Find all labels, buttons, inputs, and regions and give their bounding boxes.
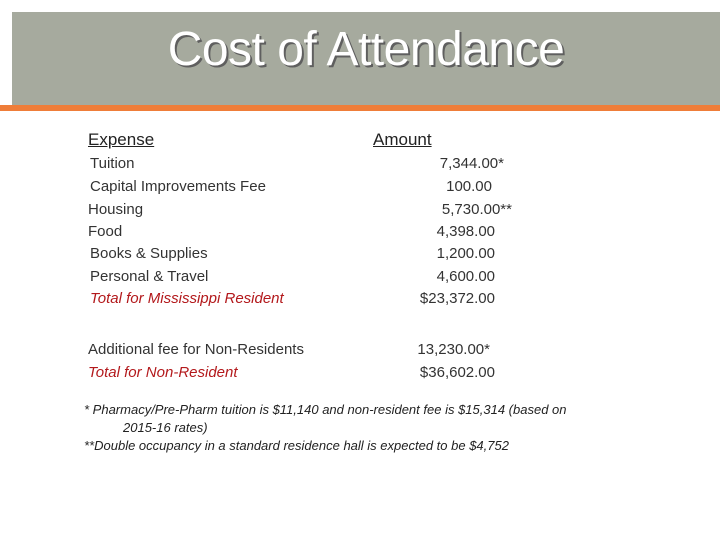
top-margin bbox=[0, 0, 720, 12]
resident-total-amount: $23,372.00 bbox=[419, 290, 495, 307]
resident-total-label: Total for Mississippi Resident bbox=[90, 290, 284, 307]
expense-label: Tuition bbox=[90, 155, 135, 172]
footnote-pharmacy: * Pharmacy/Pre-Pharm tuition is $11,140 and non-resident fee is $15,314 (based on bbox=[84, 402, 567, 417]
expense-header: Expense bbox=[88, 130, 155, 149]
accent-divider bbox=[0, 105, 720, 111]
expense-amount: 4,600.00 bbox=[436, 268, 495, 285]
expense-label: Books & Supplies bbox=[90, 245, 208, 262]
footnote-housing: **Double occupancy in a standard residence hall is expected to be $4,752 bbox=[84, 438, 509, 453]
expense-amount: 4,398.00 bbox=[436, 223, 495, 240]
expense-amount: 100.00 bbox=[446, 178, 492, 195]
expense-label: Housing bbox=[88, 201, 144, 218]
nonresident-total-label: Total for Non-Resident bbox=[88, 364, 238, 381]
expense-label: Personal & Travel bbox=[90, 268, 209, 285]
expense-label: Capital Improvements Fee bbox=[90, 178, 266, 195]
page-title: Cost of Attendance bbox=[167, 23, 565, 76]
expense-amount: 5,730.00** bbox=[441, 201, 512, 218]
expense-amount: 1,200.00 bbox=[436, 245, 495, 262]
nonresident-total-amount: $36,602.00 bbox=[419, 364, 495, 381]
nonresident-fee-amount: 13,230.00* bbox=[417, 341, 490, 358]
nonresident-fee-label: Additional fee for Non-Residents bbox=[88, 341, 304, 358]
footnote-pharmacy-cont: 2015-16 rates) bbox=[123, 420, 208, 435]
amount-header: Amount bbox=[373, 130, 432, 149]
expense-amount: 7,344.00* bbox=[439, 155, 504, 172]
expense-label: Food bbox=[88, 223, 123, 240]
footnotes bbox=[84, 401, 684, 455]
